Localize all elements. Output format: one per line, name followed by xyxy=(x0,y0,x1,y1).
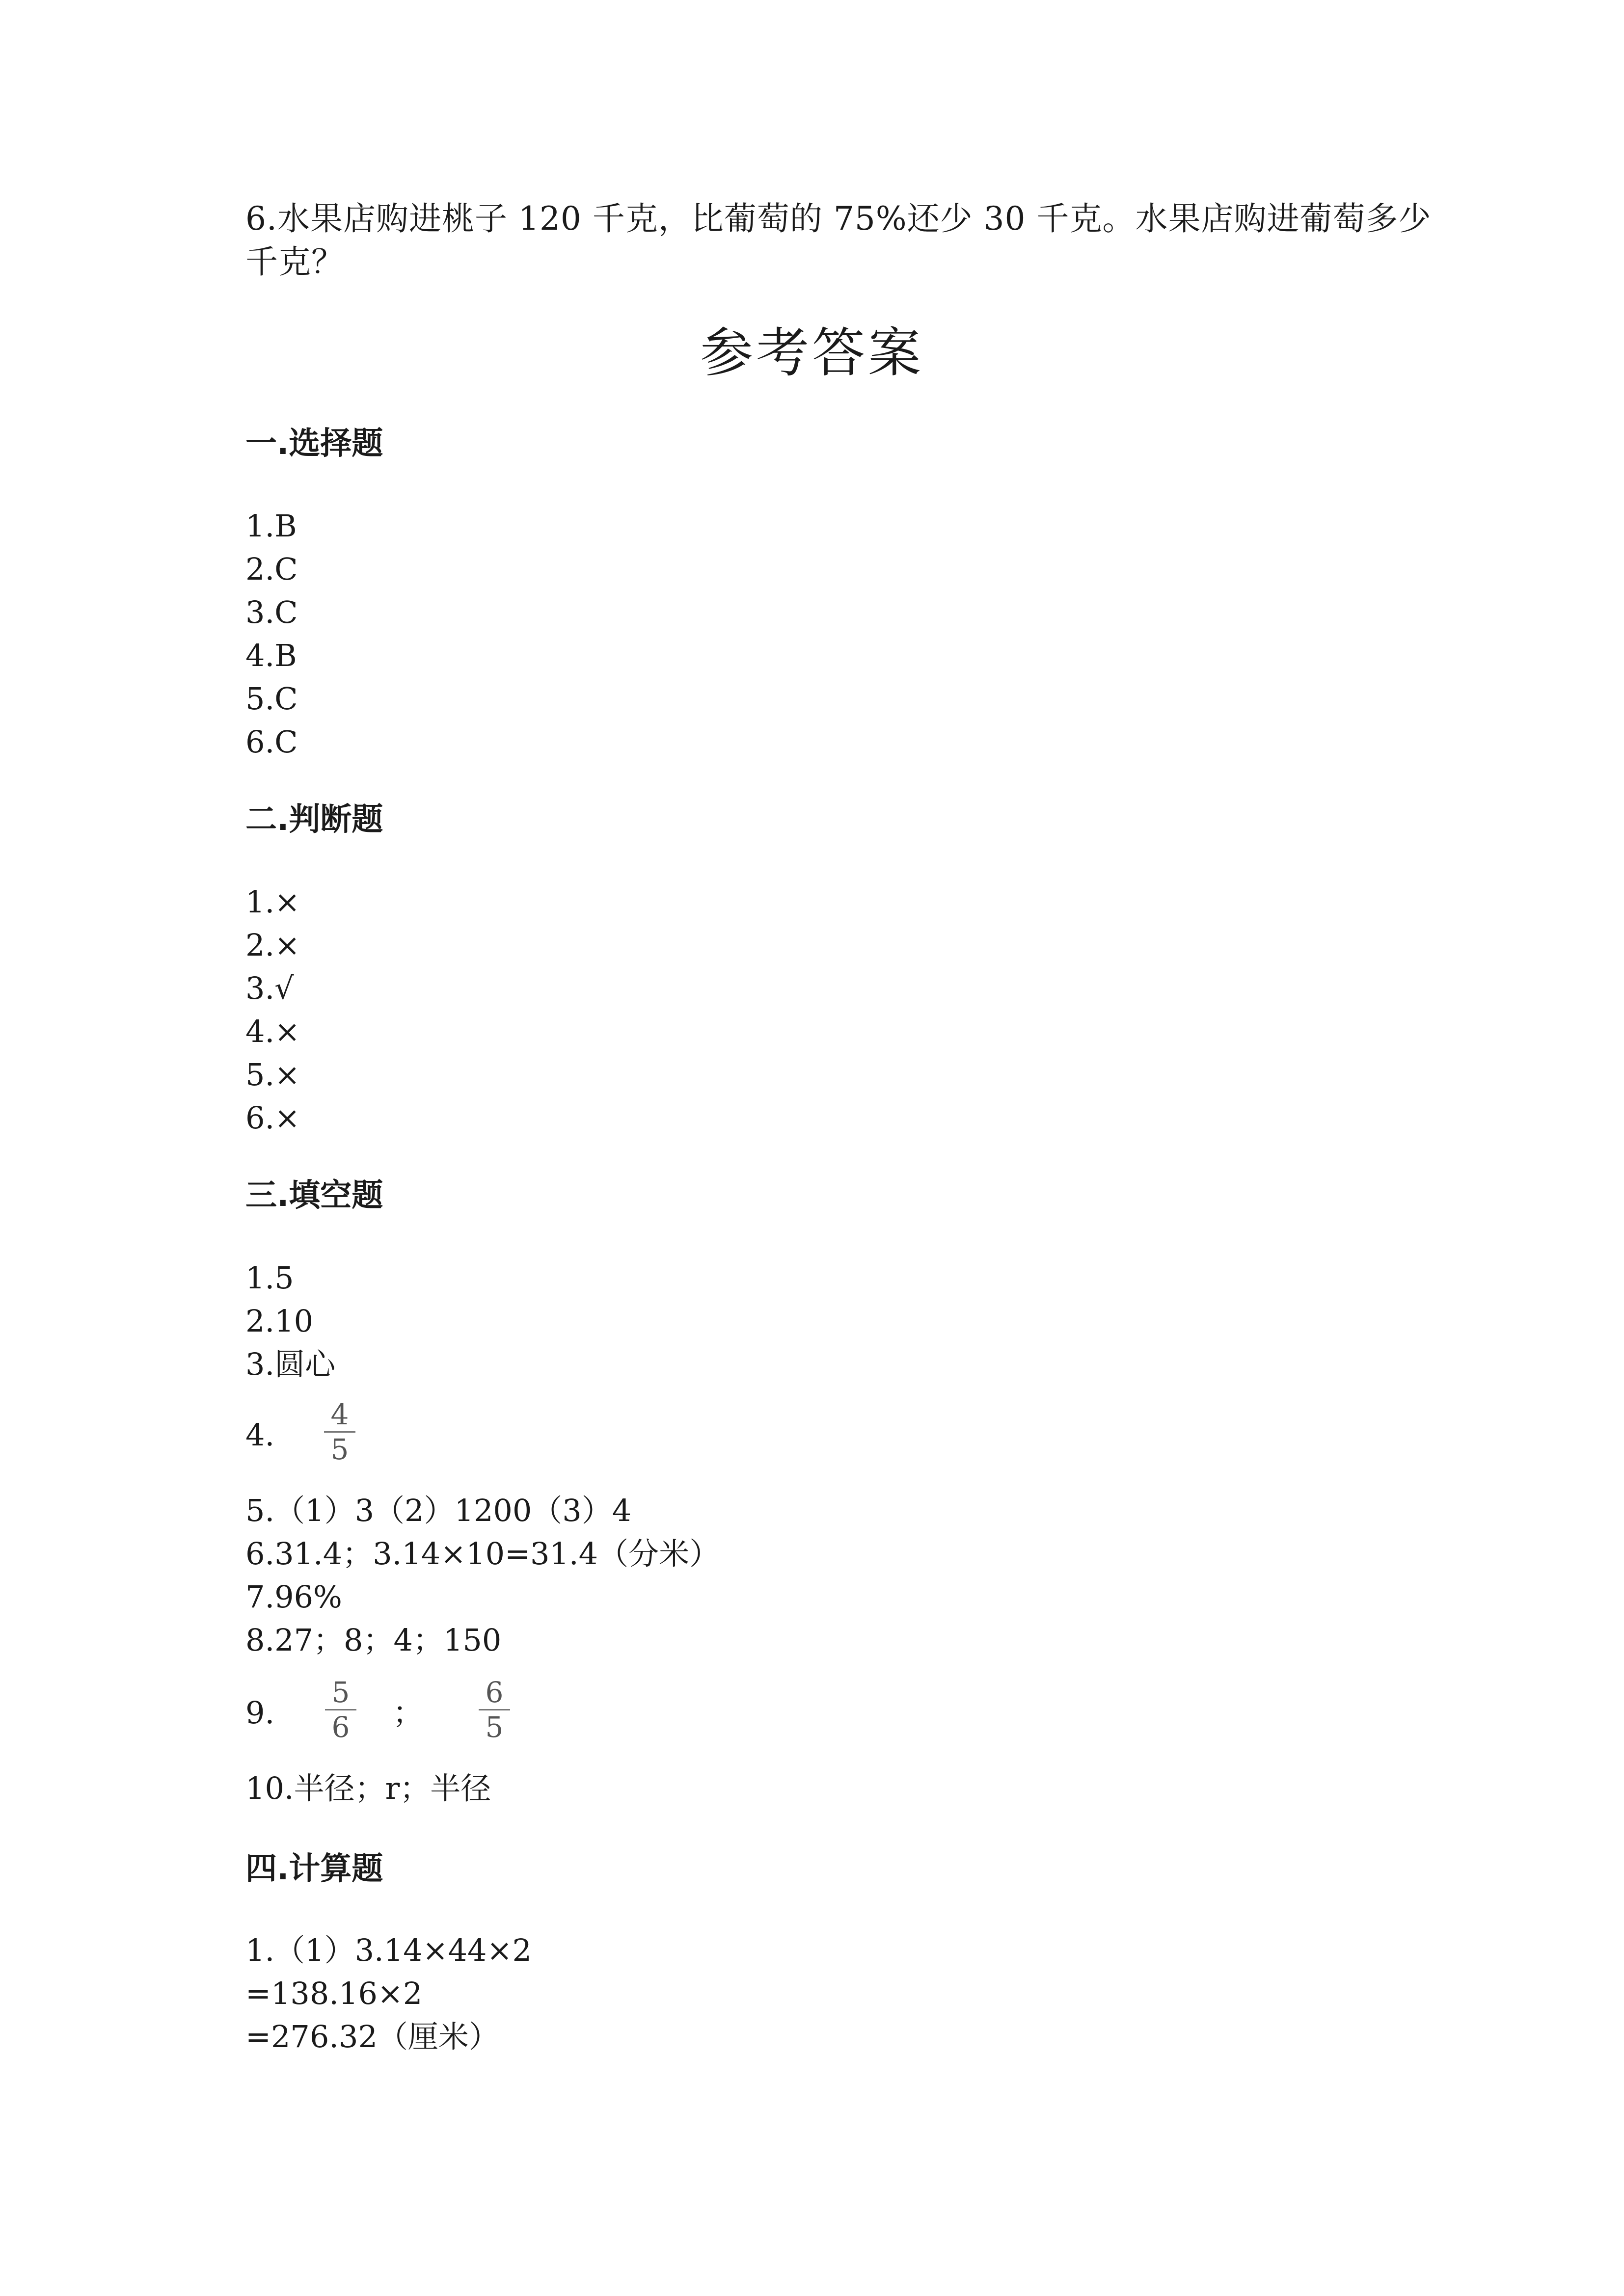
fraction-numerator: 5 xyxy=(331,1676,350,1709)
fill-answer-1: 1.5 xyxy=(245,1260,294,1296)
fill-answer-8: 8.27；8；4；150 xyxy=(245,1622,502,1658)
fill-answer-4-label: 4. xyxy=(245,1417,275,1453)
fraction-numerator: 6 xyxy=(485,1676,504,1709)
question-6-line-1: 6.水果店购进桃子 120 千克，比葡萄的 75%还少 30 千克。水果店购进葡萄多少 xyxy=(245,200,1432,238)
answer-title: 参考答案 xyxy=(700,322,924,384)
calc-line-3: =276.32（厘米） xyxy=(245,2019,499,2055)
section-heading-judge: 二.判断题 xyxy=(245,801,383,838)
fill-answer-5: 5.（1）3（2）1200（3）4 xyxy=(245,1493,632,1528)
section-heading-calc: 四.计算题 xyxy=(245,1851,383,1887)
judge-answer-2: 2.× xyxy=(245,927,300,963)
fill-answer-6: 6.31.4；3.14×10=31.4（分米） xyxy=(245,1536,720,1572)
fraction-denominator: 5 xyxy=(330,1433,349,1466)
fill-answer-9-label: 9. xyxy=(245,1695,275,1731)
fraction-numerator: 4 xyxy=(330,1398,349,1431)
section-heading-choice: 一.选择题 xyxy=(245,426,383,462)
fill-answer-10: 10.半径；r；半径 xyxy=(245,1770,491,1806)
choice-answer-5: 5.C xyxy=(245,681,298,717)
fill-answer-2: 2.10 xyxy=(245,1303,314,1339)
fraction-denominator: 6 xyxy=(331,1710,350,1744)
section-heading-fill: 三.填空题 xyxy=(245,1177,383,1214)
choice-answer-2: 2.C xyxy=(245,551,298,587)
fraction-5-6 xyxy=(325,1677,356,1743)
judge-answer-3: 3.√ xyxy=(245,970,294,1006)
fraction-denominator: 5 xyxy=(485,1710,504,1744)
fill-answer-3: 3.圆心 xyxy=(245,1346,336,1382)
fill-answer-7: 7.96% xyxy=(245,1579,342,1615)
judge-answer-4: 4.× xyxy=(245,1014,300,1049)
fraction-separator: ； xyxy=(393,1695,424,1731)
choice-answer-3: 3.C xyxy=(245,594,298,630)
choice-answer-6: 6.C xyxy=(245,724,298,760)
choice-answer-1: 1.B xyxy=(245,508,297,544)
judge-answer-5: 5.× xyxy=(245,1057,300,1093)
fraction-4-5 xyxy=(324,1399,355,1465)
judge-answer-6: 6.× xyxy=(245,1100,300,1136)
judge-answer-1: 1.× xyxy=(245,884,300,920)
calc-line-2: =138.16×2 xyxy=(245,1976,423,2011)
question-6-line-2: 千克？ xyxy=(245,243,344,281)
calc-line-1: 1.（1）3.14×44×2 xyxy=(245,1932,532,1968)
fraction-6-5 xyxy=(479,1677,510,1743)
choice-answer-4: 4.B xyxy=(245,638,297,673)
